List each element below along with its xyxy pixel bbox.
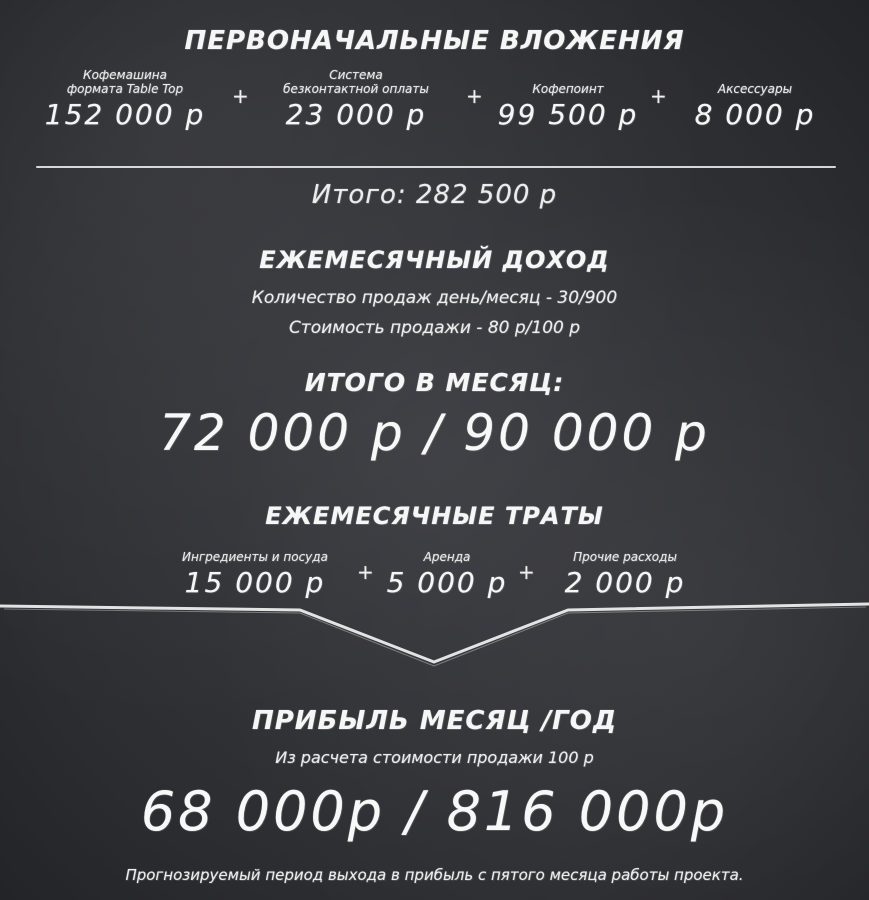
plus-sign: + (232, 84, 249, 108)
income-subtitle: ИТОГО В МЕСЯЦ: (304, 368, 565, 397)
plus-sign: + (518, 560, 535, 584)
expenses-title: ЕЖЕМЕСЯЧНЫЕ ТРАТЫ (265, 502, 604, 530)
expense-value: 15 000 р (184, 566, 326, 599)
income-title: ЕЖЕМЕСЯЧНЫЙ ДОХОД (259, 246, 610, 274)
profit-footer: Прогнозируемый период выхода в прибыль с пятого месяца работы проекта. (125, 866, 744, 884)
item-label-line1: Кофемашина (83, 68, 167, 82)
item-value: 99 500 р (497, 98, 639, 131)
sum-rule (36, 166, 836, 168)
item-label-line2: Кофепоинт (532, 82, 604, 96)
plus-sign: + (357, 560, 374, 584)
expense-value: 2 000 р (564, 566, 686, 599)
item-label-line2: формата Table Top (66, 82, 184, 96)
initial-item-coffeepoint (478, 68, 658, 131)
expense-item-ingredients (160, 550, 350, 599)
income-sale-price: Стоимость продажи - 80 р/100 р (288, 318, 581, 338)
item-value: 23 000 р (285, 98, 427, 131)
income-sales-count: Количество продаж день/месяц - 30/900 (251, 288, 618, 308)
initial-title: ПЕРВОНАЧАЛЬНЫЕ ВЛОЖЕНИЯ (184, 26, 685, 56)
item-label-line2: Аксессуары (717, 82, 793, 96)
initial-item-payment (256, 68, 456, 131)
expense-item-rent (372, 550, 522, 599)
profit-title: ПРИБЫЛЬ МЕСЯЦ /ГОД (251, 706, 618, 736)
chevron-divider (0, 596, 869, 676)
item-label-line1 (670, 68, 840, 82)
income-monthly-total: 72 000 р / 90 000 р (159, 404, 710, 462)
initial-item-accessories (670, 68, 840, 131)
item-value: 152 000 р (44, 98, 206, 131)
expense-label: Аренда (423, 550, 471, 564)
initial-total: Итого: 282 500 р (311, 180, 558, 210)
item-label-line1 (478, 68, 658, 82)
item-label-line2: безконтактной оплаты (283, 82, 429, 96)
initial-item-machine (20, 68, 230, 131)
profit-total: 68 000р / 816 000р (140, 780, 729, 843)
expense-label: Ингредиенты и посуда (182, 550, 328, 564)
expense-value: 5 000 р (386, 566, 508, 599)
plus-sign: + (466, 84, 483, 108)
profit-note: Из расчета стоимости продажи 100 р (275, 748, 594, 767)
item-label-line1: Система (329, 68, 383, 82)
expense-label: Прочие расходы (573, 550, 677, 564)
expense-item-other (540, 550, 710, 599)
plus-sign: + (650, 84, 667, 108)
item-value: 8 000 р (694, 98, 816, 131)
